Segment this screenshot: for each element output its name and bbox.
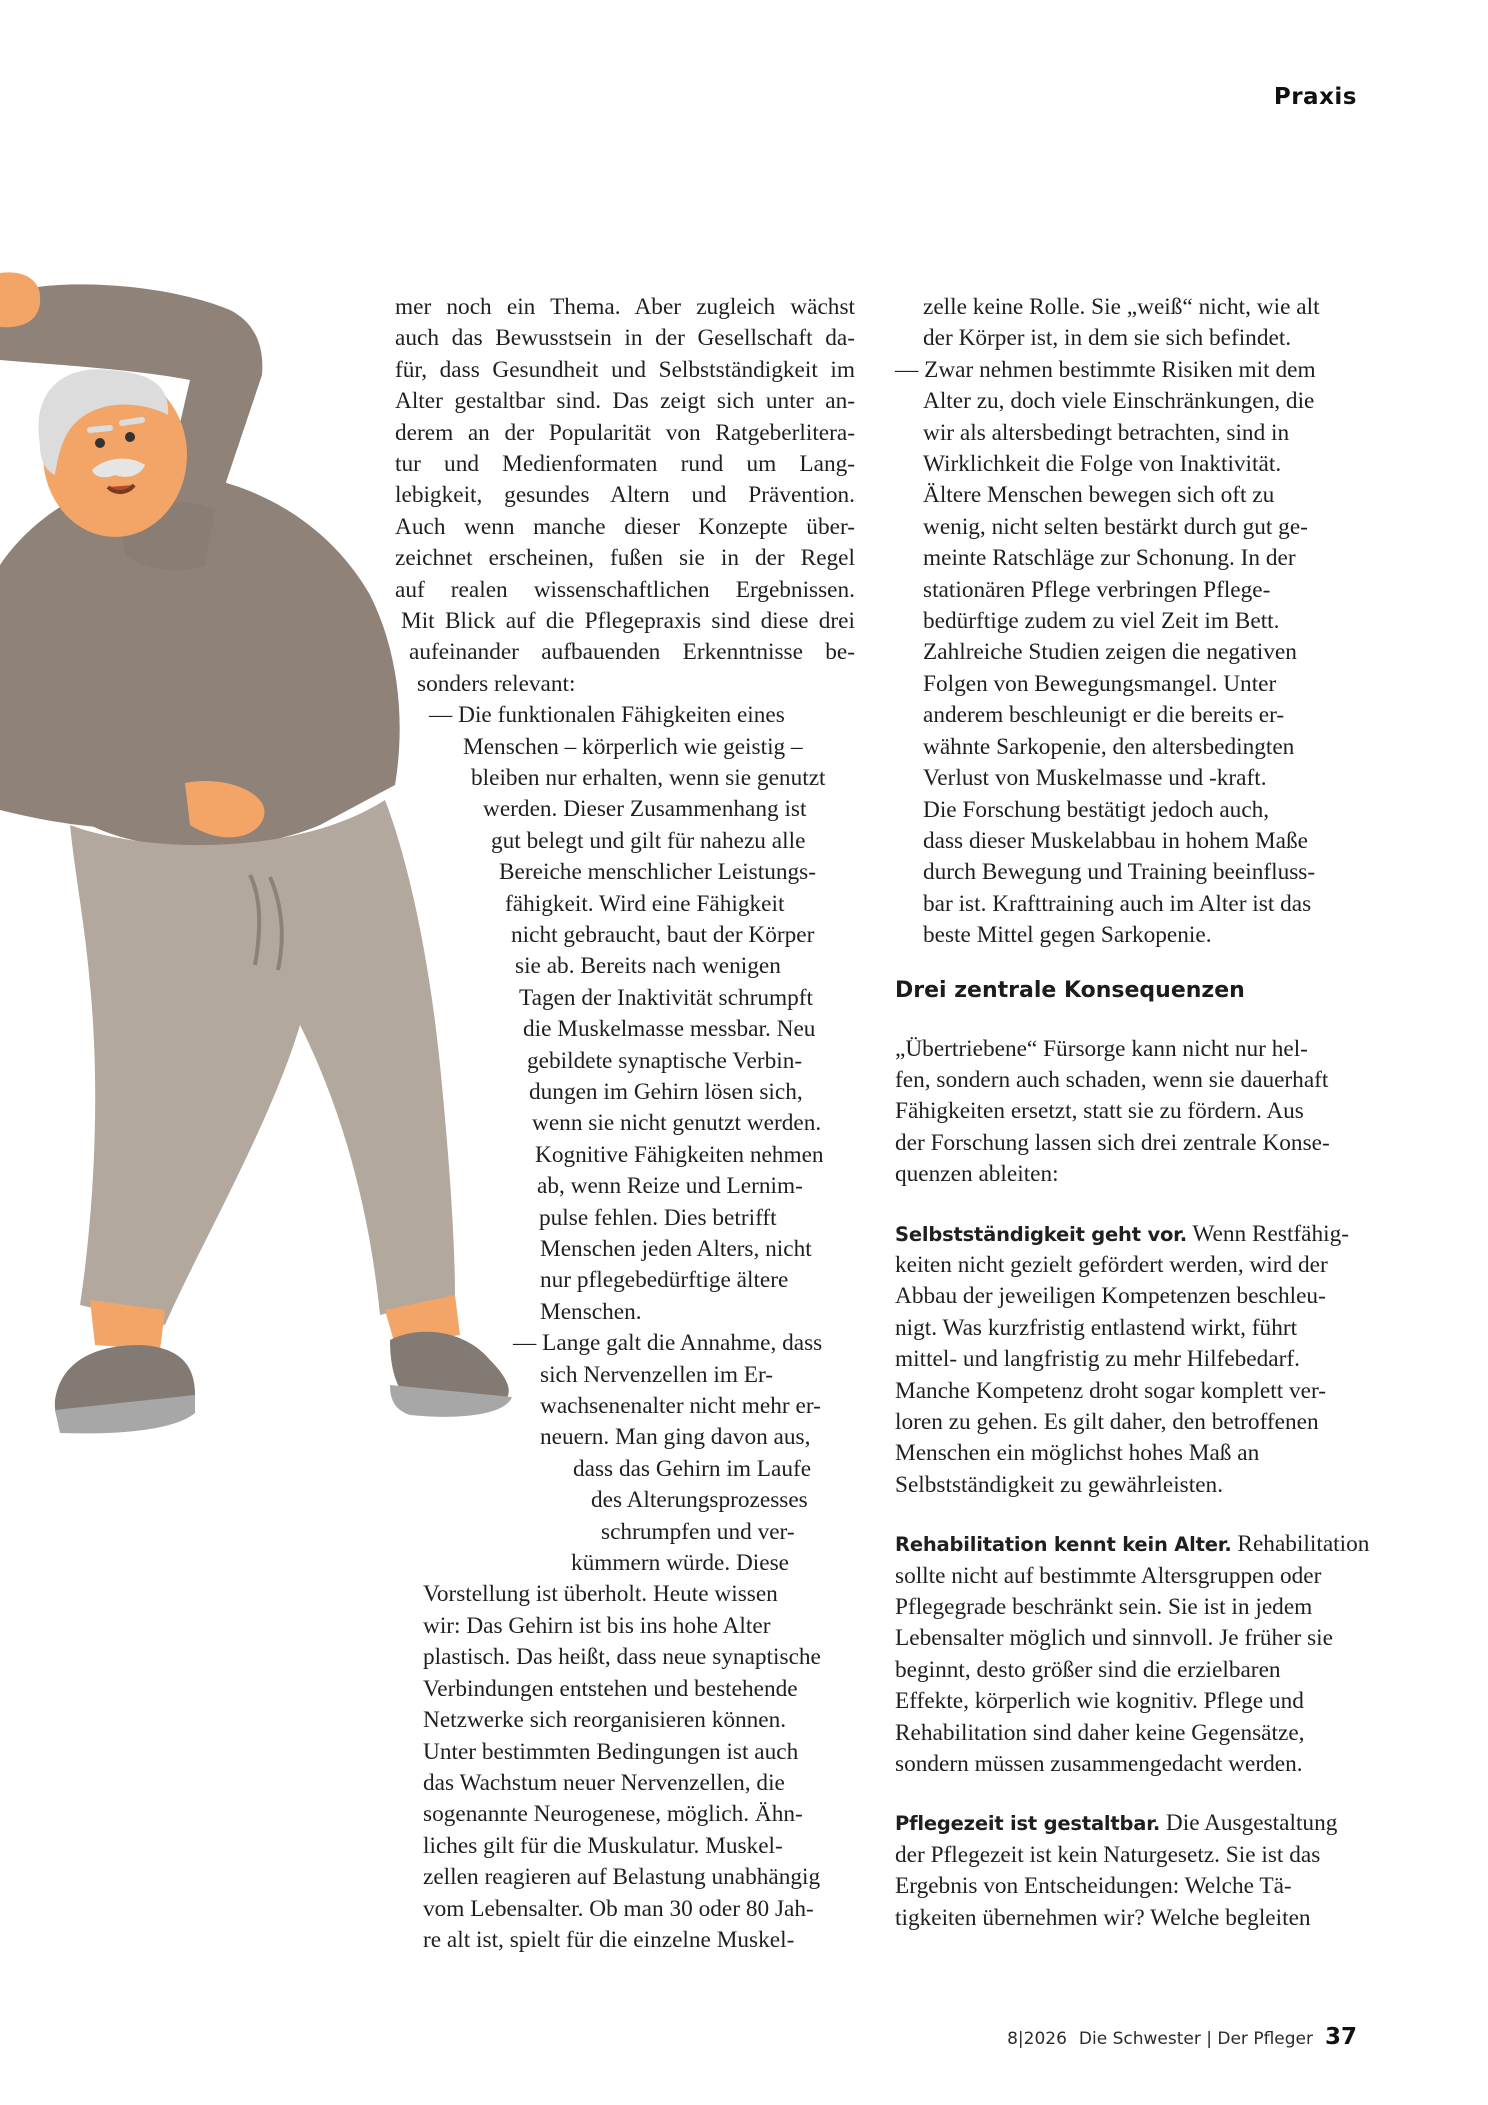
text-line: Verlust von Muskelmasse und -kraft. xyxy=(923,765,1267,792)
text-line: mittel- und langfristig zu mehr Hilfebedarf. xyxy=(895,1346,1300,1373)
text-line: Menschen. xyxy=(540,1298,642,1325)
text-line: Pflegegrade beschränkt sein. Sie ist in jedem xyxy=(895,1594,1313,1621)
text-line: werden. Dieser Zusammenhang ist xyxy=(483,796,807,823)
text-line: liches gilt für die Muskulatur. Muskel- xyxy=(423,1832,783,1859)
text-line: nur pflegebedürftige ältere xyxy=(540,1267,789,1294)
text-line: Ergebnis von Entscheidungen: Welche Tä- xyxy=(895,1873,1292,1900)
text-line: wenn sie nicht genutzt werden. xyxy=(532,1110,822,1137)
text-line: das Wachstum neuer Nervenzellen, die xyxy=(423,1769,785,1796)
text-line: Netzwerke sich reorganisieren können. xyxy=(423,1707,787,1734)
text-line: Abbau der jeweiligen Kompetenzen beschleu- xyxy=(895,1283,1326,1310)
text-line: der Pflegezeit ist kein Naturgesetz. Sie ist das xyxy=(895,1841,1321,1868)
text-line: die Muskelmasse messbar. Neu xyxy=(523,1016,816,1043)
text-line: Alter zu, doch viele Einschränkungen, die xyxy=(923,388,1315,415)
right-column-continuation xyxy=(895,292,1360,952)
text-line: Lebensalter möglich und sinnvoll. Je früher sie xyxy=(895,1625,1333,1652)
intro-paragraph xyxy=(895,1034,1360,1191)
text-line: meinte Ratschläge zur Schonung. In der xyxy=(923,545,1296,572)
text-line: tigkeiten übernehmen wir? Welche begleiten xyxy=(895,1904,1311,1931)
text-line: kümmern würde. Diese xyxy=(571,1550,790,1577)
text-line: durch Bewegung und Training beeinfluss- xyxy=(923,859,1316,886)
text-line: Zahlreiche Studien zeigen die negativen xyxy=(923,639,1297,666)
text-line: dass dieser Muskelabbau in hohem Maße xyxy=(923,827,1308,854)
text-line: wähnte Sarkopenie, den altersbedingten xyxy=(923,733,1295,760)
text-line: für, dass Gesundheit und Selbstständigkeit im xyxy=(395,356,855,383)
text-line: Bereiche menschlicher Leistungs- xyxy=(499,859,816,886)
text-line: Kognitive Fähigkeiten nehmen xyxy=(535,1141,824,1168)
text-line: Selbstständigkeit zu gewährleisten. xyxy=(895,1471,1224,1498)
section-label: Praxis xyxy=(1273,84,1357,110)
paragraph-lead: Pflegezeit ist gestaltbar. xyxy=(895,1812,1161,1836)
text-line: Verbindungen entstehen und bestehende xyxy=(423,1675,798,1702)
text-line: ab, wenn Reize und Lernim- xyxy=(537,1173,803,1200)
text-line: bar ist. Krafttraining auch im Alter ist das xyxy=(923,890,1312,917)
text-line: derem an der Popularität von Ratgeberlitera- xyxy=(395,419,855,446)
text-line: sondern müssen zusammengedacht werden. xyxy=(895,1751,1303,1778)
text-line: der Forschung lassen sich drei zentrale Konse- xyxy=(895,1129,1330,1156)
text-line: Fähigkeiten ersetzt, statt sie zu fördern. Aus xyxy=(895,1098,1304,1125)
text-line: fen, sondern auch schaden, wenn sie dauerhaft xyxy=(895,1066,1329,1093)
text-line: sonders relevant: xyxy=(417,670,576,697)
text-line: schrumpfen und ver- xyxy=(601,1518,795,1545)
text-line: Unter bestimmten Bedingungen ist auch xyxy=(423,1738,799,1765)
text-line: sollte nicht auf bestimmte Altersgruppen oder xyxy=(895,1562,1322,1589)
text-line: Folgen von Bewegungsmangel. Unter xyxy=(923,670,1277,697)
text-line: — Zwar nehmen bestimmte Risiken mit dem xyxy=(895,356,1316,383)
text-line: Mit Blick auf die Pflegepraxis sind diese drei xyxy=(401,607,855,634)
text-line: fähigkeit. Wird eine Fähigkeit xyxy=(505,890,785,917)
text-line: bleiben nur erhalten, wenn sie genutzt xyxy=(471,764,826,791)
paragraph-rehabilitation: Rehabilitation kennt kein Alter. Rehabilitation sollte nicht auf bestimmte Altersgruppen oder Pflegegrade beschränkt sein. Sie ist in jedem Lebensalter möglich und sinnvoll. Je früher sie beginnt, desto größer sind die erzielbaren Effekte, körperlich wie kognitiv. Pflege und Rehabilitation sind daher keine Gegensätze, sondern müssen zusammengedacht werden. xyxy=(895,1529,1360,1780)
text-line: quenzen ableiten: xyxy=(895,1161,1059,1188)
paragraph-selbststaendigkeit: Selbstständigkeit geht vor. Wenn Restfähig- keiten nicht gezielt gefördert werden, wird der Abbau der jeweiligen Kompetenzen beschleu- nigt. Was kurzfristig entlastend wirkt, führt mittel- und langfristig zu mehr Hilfebedarf. Manche Kompetenz droht sogar komplett ver- loren zu gehen. Es gilt daher, den betroffenen Menschen ein möglichst hohes Maß an Selbstständigkeit zu gewährleisten. xyxy=(895,1219,1360,1502)
text-line: aufeinander aufbauenden Erkenntnisse be- xyxy=(409,639,855,666)
text-line: re alt ist, spielt für die einzelne Muskel- xyxy=(423,1926,795,1953)
text-line: mer noch ein Thema. Aber zugleich wächst xyxy=(395,294,855,320)
text-line: sich Nervenzellen im Er- xyxy=(540,1361,774,1388)
text-line: Wirklichkeit die Folge von Inaktivität. xyxy=(923,451,1282,478)
text-line: tur und Medienformaten rund um Lang- xyxy=(395,450,855,477)
paragraph-lead: Selbstständigkeit geht vor. xyxy=(895,1222,1188,1246)
text-line: wir als altersbedingt betrachten, sind in xyxy=(923,419,1290,446)
text-line: neuern. Man ging davon aus, xyxy=(540,1424,811,1451)
paragraph-pflegezeit: Pflegezeit ist gestaltbar. Die Ausgestaltung der Pflegezeit ist kein Naturgesetz. Sie ist das Ergebnis von Entscheidungen: Welche Tä- tigkeiten übernehmen wir? Welche begleiten xyxy=(895,1808,1360,1934)
text-line: beginnt, desto größer sind die erzielbaren xyxy=(895,1656,1281,1683)
text-line: Menschen – körperlich wie geistig – xyxy=(463,733,803,760)
text-line: wachsenenalter nicht mehr er- xyxy=(540,1393,821,1420)
text-line: dass das Gehirn im Laufe xyxy=(573,1455,812,1482)
text-line: sogenannte Neurogenese, möglich. Ähn- xyxy=(423,1801,803,1828)
text-line: Tagen der Inaktivität schrumpft xyxy=(519,984,814,1011)
text-line: nigt. Was kurzfristig entlastend wirkt, führt xyxy=(895,1314,1298,1341)
text-line: pulse fehlen. Dies betrifft xyxy=(539,1204,777,1231)
text-line: sie ab. Bereits nach wenigen xyxy=(515,953,781,980)
text-line: nicht gebraucht, baut der Körper xyxy=(511,921,815,948)
text-line: loren zu gehen. Es gilt daher, den betroffenen xyxy=(895,1409,1319,1435)
text-line: gut belegt und gilt für nahezu alle xyxy=(491,827,806,854)
text-line: der Körper ist, in dem sie sich befindet. xyxy=(923,325,1292,352)
text-line: stationären Pflege verbringen Pflege- xyxy=(923,576,1271,603)
issue-number: 8|2026 xyxy=(1007,2029,1067,2049)
magazine-name: Die Schwester | Der Pfleger xyxy=(1078,2029,1313,2049)
text-line: zellen reagieren auf Belastung unabhängig xyxy=(423,1864,821,1891)
text-line: Ältere Menschen bewegen sich oft zu xyxy=(923,482,1275,509)
text-line: beste Mittel gegen Sarkopenie. xyxy=(923,922,1212,949)
text-line: — Die funktionalen Fähigkeiten eines xyxy=(429,702,785,729)
left-text-column xyxy=(395,292,855,1956)
subheading: Drei zentrale Konsequenzen xyxy=(895,977,1245,1003)
text-line: Die Forschung bestätigt jedoch auch, xyxy=(923,796,1270,823)
text-line: auch das Bewusstsein in der Gesellschaft da- xyxy=(395,325,855,352)
text-line: Auch wenn manche dieser Konzepte über- xyxy=(395,513,855,540)
text-line: Alter gestaltbar sind. Das zeigt sich unter an- xyxy=(395,388,855,415)
text-line: vom Lebensalter. Ob man 30 oder 80 Jah- xyxy=(423,1895,814,1922)
text-line: Menschen ein möglichst hohes Maß an xyxy=(895,1440,1260,1467)
text-line: zeichnet erscheinen, fußen sie in der Regel xyxy=(395,545,855,572)
text-line: wir: Das Gehirn ist bis ins hohe Alter xyxy=(423,1612,771,1639)
text-line: Effekte, körperlich wie kognitiv. Pflege und xyxy=(895,1688,1304,1715)
text-line: gebildete synaptische Verbin- xyxy=(527,1047,803,1074)
text-line: — Lange galt die Annahme, dass xyxy=(513,1330,823,1357)
text-line: des Alterungsprozesses xyxy=(591,1487,808,1514)
text-line: bedürftige zudem zu viel Zeit im Bett. xyxy=(923,608,1280,635)
text-line: Rehabilitation sind daher keine Gegensätze, xyxy=(895,1719,1305,1746)
right-text-column xyxy=(895,292,1370,1934)
text-line: Manche Kompetenz droht sogar komplett ver- xyxy=(895,1377,1327,1404)
text-line: auf realen wissenschaftlichen Ergebnissen. xyxy=(395,576,855,603)
text-line: „Übertriebene“ Fürsorge kann nicht nur hel- xyxy=(895,1035,1308,1062)
text-line: zelle keine Rolle. Sie „weiß“ nicht, wie alt xyxy=(923,294,1320,320)
text-line: Vorstellung ist überholt. Heute wissen xyxy=(423,1581,778,1608)
paragraph-lead: Rehabilitation kennt kein Alter. xyxy=(895,1533,1232,1557)
text-line: lebigkeit, gesundes Altern und Prävention. xyxy=(395,482,855,509)
text-line: wenig, nicht selten bestärkt durch gut ge- xyxy=(923,513,1308,540)
text-line: Menschen jeden Alters, nicht xyxy=(540,1236,812,1262)
text-line: plastisch. Das heißt, dass neue synaptische xyxy=(423,1644,821,1671)
text-line: keiten nicht gezielt gefördert werden, wird der xyxy=(895,1251,1328,1278)
page-number: 37 xyxy=(1324,2024,1357,2050)
page-footer xyxy=(1007,2024,1357,2050)
text-line: anderem beschleunigt er die bereits er- xyxy=(923,702,1285,729)
text-line: dungen im Gehirn lösen sich, xyxy=(529,1078,803,1105)
